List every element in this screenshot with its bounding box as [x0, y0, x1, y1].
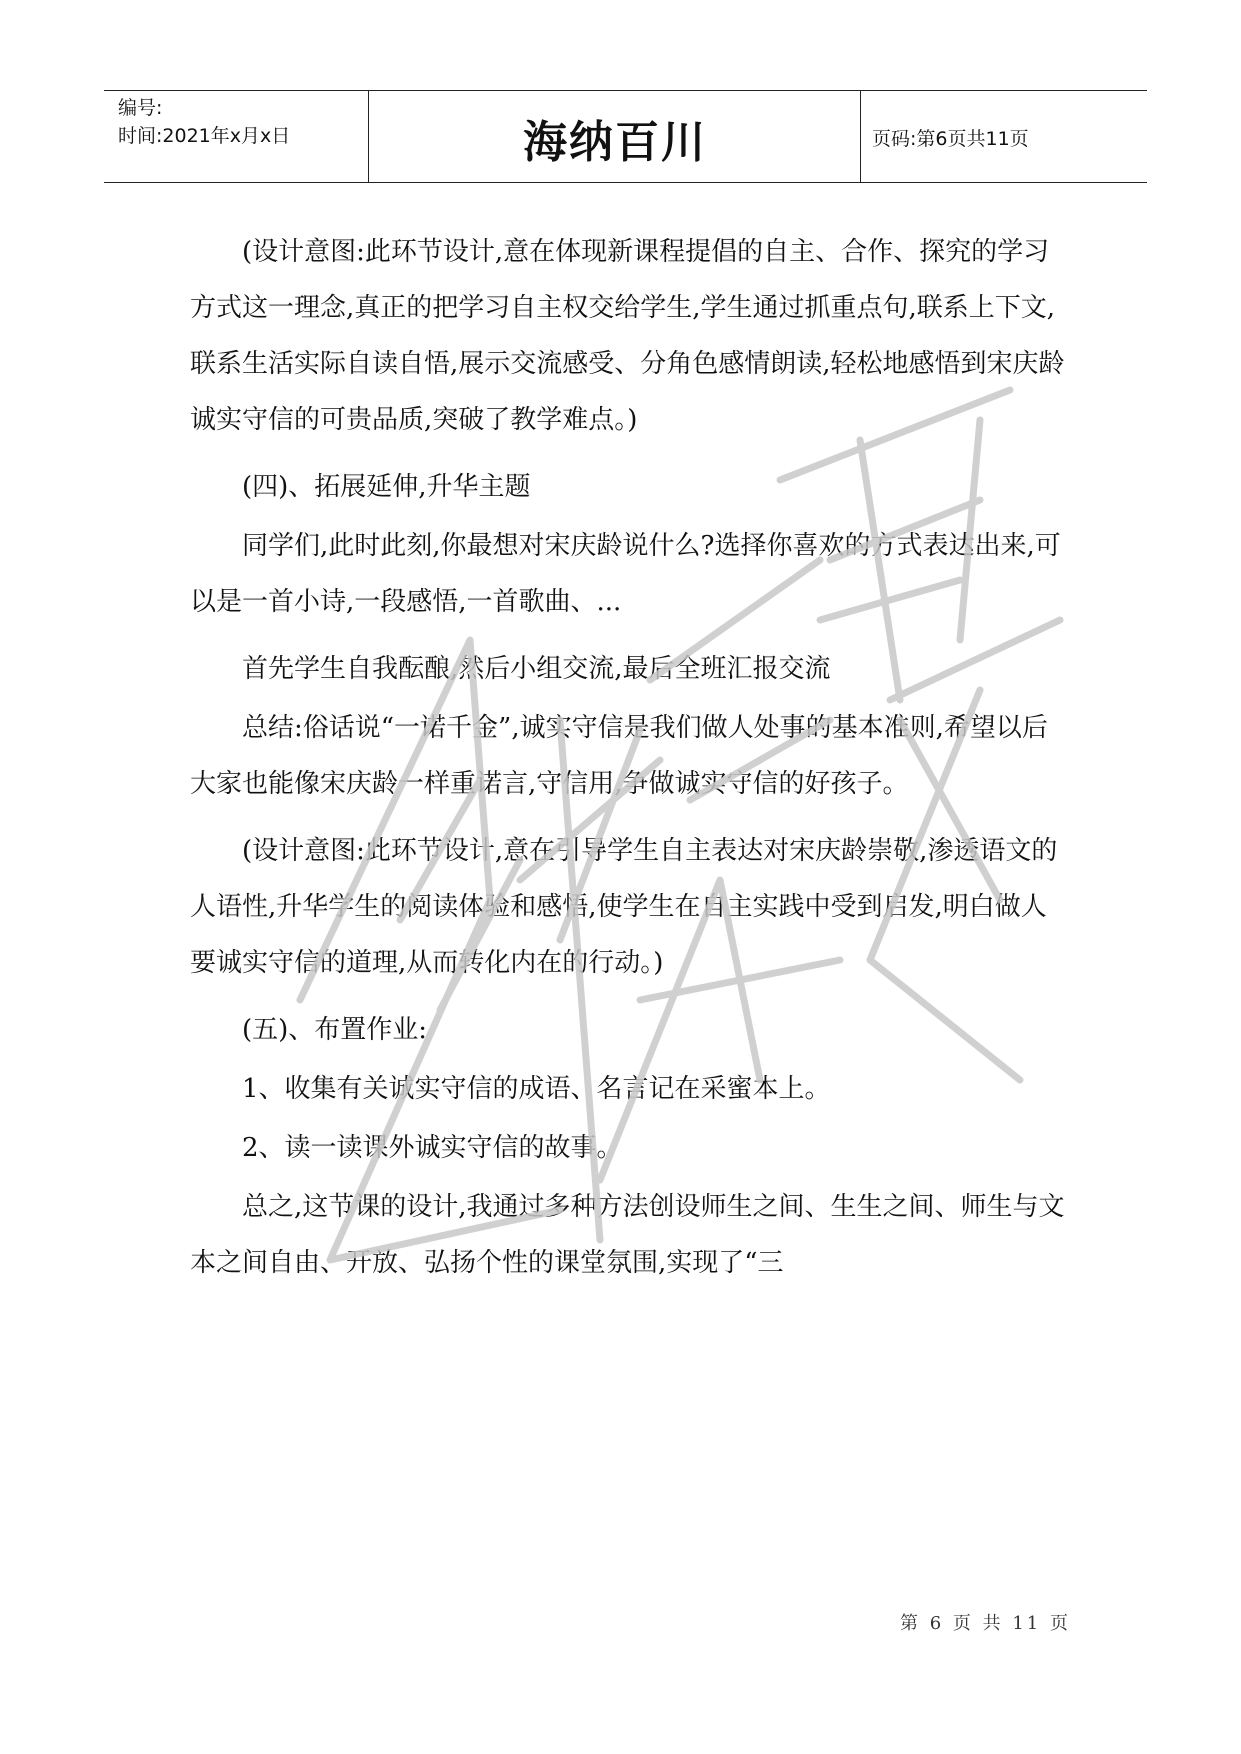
document-body [190, 224, 1070, 1302]
document-number-label: 编号: [118, 97, 163, 119]
paragraph-design-intent-2: (设计意图:此环节设计,意在引导学生自主表达对宋庆龄崇敬,渗透语文的人语性,升华学生的阅读体验和感悟,使学生在自主实践中受到启发,明白做人要诚实守信的道理,从而转化内在的行动。) [190, 836, 1058, 978]
paragraph-process: 首先学生自我酝酿,然后小组交流,最后全班汇报交流 [242, 654, 831, 684]
header-meta [118, 94, 363, 150]
paragraph-summary: 总结:俗话说“一诺千金”,诚实守信是我们做人处事的基本准则,希望以后大家也能像宋庆龄一样重诺言,守信用,争做诚实守信的好孩子。 [190, 713, 1048, 799]
section-heading-5: (五)、布置作业: [242, 1015, 428, 1045]
header-title: 海纳百川 [523, 117, 707, 168]
paragraph-conclusion: 总之,这节课的设计,我通过多种方法创设师生之间、生生之间、师生与文本之间自由、开放、弘扬个性的课堂氛围,实现了“三 [190, 1192, 1065, 1278]
header-divider-right [860, 90, 861, 182]
page-footer: 第 6 页 共 11 页 [900, 1613, 1071, 1634]
homework-item-2: 2、读一读课外诚实守信的故事。 [242, 1133, 623, 1163]
paragraph-extension: 同学们,此时此刻,你最想对宋庆龄说什么?选择你喜欢的方式表达出来,可以是一首小诗,一段感悟,一首歌曲、... [190, 531, 1061, 617]
header-bottom-rule [104, 182, 1147, 183]
section-heading-4: (四)、拓展延伸,升华主题 [242, 472, 531, 502]
document-time-label: 时间:2021年x月x日 [118, 125, 291, 147]
paragraph-design-intent-1: (设计意图:此环节设计,意在体现新课程提倡的自主、合作、探究的学习方式这一理念,真正的把学习自主权交给学生,学生通过抓重点句,联系上下文,联系生活实际自读自悟,展示交流感受、分角色感情朗读,轻松地感悟到宋庆龄诚实守信的可贵品质,突破了教学难点。) [190, 237, 1065, 435]
header-page-label: 页码:第6页共11页 [872, 128, 1029, 150]
homework-item-1: 1、收集有关诚实守信的成语、名言记在采蜜本上。 [242, 1074, 831, 1104]
header-divider-left [368, 90, 369, 182]
header-top-rule [104, 90, 1147, 91]
